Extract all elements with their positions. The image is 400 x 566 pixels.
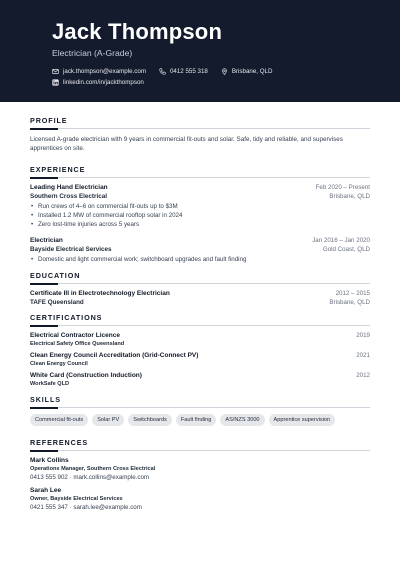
reference-position: Owner, Bayside Electrical Services bbox=[30, 496, 123, 503]
contact-email[interactable] bbox=[52, 68, 146, 75]
contact-linkedin[interactable] bbox=[52, 79, 144, 86]
section-divider bbox=[30, 177, 370, 178]
job-location: Brisbane, QLD bbox=[329, 193, 370, 201]
profile-text: Licensed A-grade electrician with 9 years in commercial fit-outs and solar. Safe, tidy and reliable, and supervises apprentices on site. bbox=[30, 136, 343, 153]
section-divider bbox=[30, 407, 370, 408]
section-divider bbox=[30, 128, 370, 129]
institution: TAFE Queensland bbox=[30, 299, 84, 307]
section-divider bbox=[30, 325, 370, 326]
certification-entry bbox=[30, 372, 370, 387]
certification-year: 2021 bbox=[356, 352, 370, 360]
job-entry bbox=[30, 184, 370, 229]
envelope-icon bbox=[52, 68, 59, 75]
contact-phone[interactable] bbox=[159, 68, 208, 75]
job-dates: Jan 2016 – Jan 2020 bbox=[312, 236, 370, 244]
location-text: Brisbane, QLD bbox=[231, 68, 273, 75]
job-location: Gold Coast, QLD bbox=[322, 245, 370, 253]
skill-chip: AS/NZS 3000 bbox=[220, 414, 264, 426]
phone-text: 0412 555 318 bbox=[169, 68, 208, 75]
qualification: Certificate III in Electrotechnology Electrician bbox=[30, 290, 170, 298]
certification-name: Electrical Contractor Licence bbox=[30, 332, 120, 340]
certification-year: 2019 bbox=[356, 332, 370, 340]
email-text: jack.thompson@example.com bbox=[63, 68, 146, 75]
section-heading: PROFILE bbox=[30, 116, 68, 125]
job-entry bbox=[30, 237, 370, 265]
section-divider bbox=[30, 283, 370, 284]
job-bullets bbox=[30, 203, 370, 229]
education-entry bbox=[30, 290, 370, 306]
education-section bbox=[30, 271, 370, 306]
job-role: Leading Hand Electrician bbox=[30, 184, 108, 192]
education-location: Brisbane, QLD bbox=[329, 299, 370, 307]
job-bullet: • Domestic and light commercial work; switchboard upgrades and fault finding bbox=[30, 256, 370, 265]
section-heading: REFERENCES bbox=[30, 438, 89, 448]
section-heading: EXPERIENCE bbox=[30, 165, 86, 175]
section-heading: CERTIFICATIONS bbox=[30, 313, 103, 323]
job-bullet: • Installed 1.2 MW of commercial rooftop solar in 2024 bbox=[30, 212, 370, 221]
education-dates: 2012 – 2015 bbox=[335, 290, 370, 298]
job-dates: Feb 2020 – Present bbox=[315, 184, 370, 192]
skill-chip: Fault finding bbox=[176, 414, 216, 426]
certifications-section bbox=[30, 313, 370, 387]
resume-header bbox=[0, 0, 400, 102]
skill-chip: Apprentice supervision bbox=[269, 414, 336, 426]
phone-icon bbox=[159, 68, 166, 75]
job-company: Southern Cross Electrical bbox=[30, 193, 107, 201]
reference-contact: 0413 555 902 · mark.collins@example.com bbox=[30, 474, 150, 482]
certification-issuer: Electrical Safety Office Queensland bbox=[30, 341, 125, 348]
job-bullets bbox=[30, 256, 370, 265]
skill-chips bbox=[30, 414, 370, 426]
reference-entry bbox=[30, 457, 370, 481]
contact-location bbox=[221, 68, 273, 75]
reference-contact: 0421 555 347 · sarah.lee@example.com bbox=[30, 504, 142, 512]
map-pin-icon bbox=[221, 68, 228, 75]
section-heading: SKILLS bbox=[30, 395, 61, 405]
candidate-name: Jack Thompson bbox=[52, 19, 223, 44]
job-role: Electrician bbox=[30, 236, 63, 244]
certification-name: Clean Energy Council Accreditation (Grid-Connect PV) bbox=[30, 352, 199, 360]
job-company: Bayside Electrical Services bbox=[30, 245, 112, 253]
certification-year: 2012 bbox=[356, 372, 370, 380]
job-bullet: • Run crews of 4–6 on commercial fit-outs up to $3M bbox=[30, 203, 370, 212]
section-divider bbox=[30, 450, 370, 451]
resume-body bbox=[0, 116, 400, 511]
certification-entry bbox=[30, 352, 370, 367]
reference-position: Operations Manager, Southern Cross Electrical bbox=[30, 466, 156, 473]
reference-name: Mark Collins bbox=[30, 457, 69, 465]
experience-section bbox=[30, 165, 370, 264]
certification-issuer: WorkSafe QLD bbox=[30, 381, 70, 388]
linkedin-text: linkedin.com/in/jackthompson bbox=[63, 79, 144, 86]
section-heading: EDUCATION bbox=[30, 271, 81, 281]
candidate-title: Electrician (A-Grade) bbox=[52, 48, 133, 58]
skill-chip: Commercial fit-outs bbox=[30, 414, 88, 426]
reference-name: Sarah Lee bbox=[30, 487, 62, 495]
skills-section bbox=[30, 395, 370, 426]
skill-chip: Solar PV bbox=[92, 414, 124, 426]
certification-issuer: Clean Energy Council bbox=[30, 361, 88, 368]
references-section bbox=[30, 438, 370, 511]
skill-chip: Switchboards bbox=[128, 414, 172, 426]
reference-entry bbox=[30, 487, 370, 511]
job-bullet: • Zero lost-time injuries across 5 years bbox=[30, 221, 370, 230]
certification-entry bbox=[30, 332, 370, 347]
certification-name: White Card (Construction Induction) bbox=[30, 372, 142, 380]
profile-section bbox=[30, 116, 370, 153]
linkedin-icon bbox=[52, 79, 59, 86]
contact-row bbox=[52, 68, 370, 75]
